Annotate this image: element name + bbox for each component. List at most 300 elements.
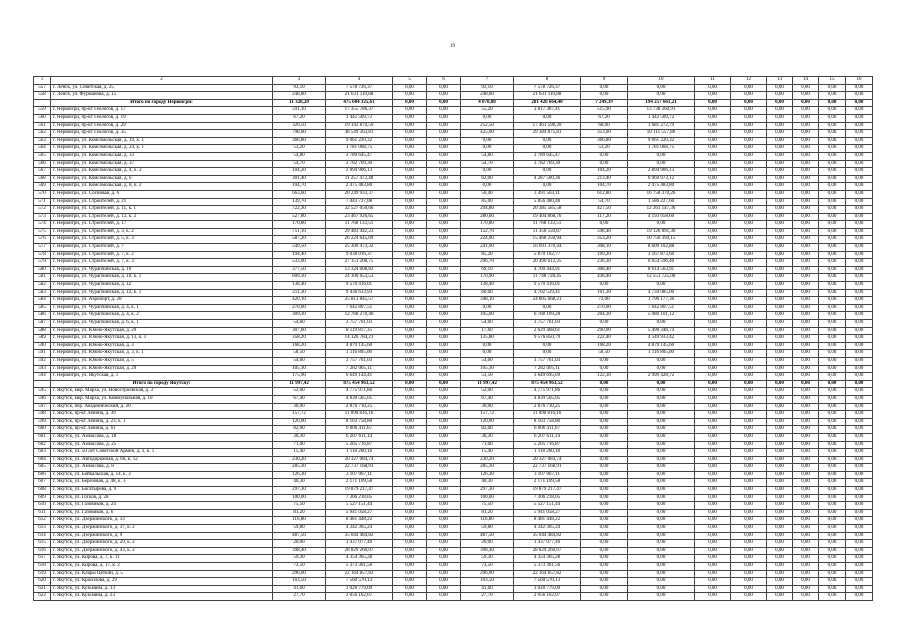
value-cell: 0,00 — [628, 449, 695, 457]
value-cell: 16 758 370,26 — [628, 190, 695, 198]
row-number-cell: 591 — [34, 350, 51, 358]
row-number-cell: 558 — [34, 92, 51, 100]
table-row — [34, 266, 873, 274]
value-cell: 0,00 — [767, 320, 793, 328]
value-cell: 280,60 — [461, 213, 514, 221]
subtotal-row — [34, 99, 873, 107]
value-cell: 0,00 — [819, 494, 846, 502]
value-cell: 25 813 845,57 — [326, 297, 393, 305]
value-cell: 117,20 — [581, 213, 628, 221]
value-cell: 54,80 — [461, 152, 514, 160]
value-cell: 0,00 — [581, 563, 628, 571]
table-row — [34, 137, 873, 145]
value-cell: 0,00 — [695, 175, 731, 183]
value-cell: 0,00 — [581, 585, 628, 593]
value-cell: 0,00 — [819, 585, 846, 593]
value-cell: 0,00 — [427, 251, 461, 259]
value-cell: 0,00 — [819, 327, 846, 335]
value-cell: 0,00 — [427, 563, 461, 571]
value-cell: 0,00 — [427, 433, 461, 441]
value-cell: 0,00 — [393, 502, 427, 510]
value-cell: 3 782 769,30 — [514, 160, 581, 168]
row-number-cell: 614 — [34, 532, 51, 540]
value-cell: 1 116 805,00 — [628, 350, 695, 358]
value-cell: 0,00 — [767, 236, 793, 244]
value-cell: 0,00 — [393, 471, 427, 479]
value-cell: 0,00 — [427, 190, 461, 198]
value-cell: 0,00 — [819, 509, 846, 517]
value-cell: 105,30 — [461, 365, 514, 373]
value-cell: 20 385 585,58 — [514, 206, 581, 214]
table-row — [34, 175, 873, 183]
value-cell: 9 570 416,01 — [514, 282, 581, 290]
value-cell: 5 980 101,12 — [628, 312, 695, 320]
value-cell: 0,00 — [695, 547, 731, 555]
value-cell: 0,00 — [793, 494, 819, 502]
table-row — [34, 168, 873, 176]
table-row — [34, 320, 873, 328]
value-cell: 0,00 — [793, 282, 819, 290]
value-cell: 0,00 — [767, 502, 793, 510]
value-cell: 0,00 — [819, 152, 846, 160]
value-cell: 0,00 — [581, 418, 628, 426]
value-cell: 0,00 — [819, 342, 846, 350]
value-cell: 0,00 — [461, 183, 514, 191]
value-cell: 0,00 — [581, 433, 628, 441]
value-cell: 0,00 — [628, 563, 695, 571]
column-number-header: 13 — [767, 77, 793, 85]
address-cell: г. Якутск, пер. Академический, д. 20 — [51, 403, 273, 411]
table-row — [34, 259, 873, 267]
table-row — [34, 221, 873, 229]
value-cell: 353,00 — [581, 130, 628, 138]
value-cell: 0,00 — [793, 570, 819, 578]
value-cell: 4 839 565,05 — [514, 395, 581, 403]
value-cell: 398,40 — [461, 547, 514, 555]
value-cell: 0,00 — [427, 206, 461, 214]
value-cell: 0,00 — [767, 259, 793, 267]
table-row — [34, 282, 873, 290]
value-cell: 0,00 — [846, 137, 873, 145]
value-cell: 0,00 — [767, 570, 793, 578]
address-cell: г. Якутск, ул. Кузьмина, д. 23 — [51, 593, 273, 601]
value-cell: 69,10 — [461, 266, 514, 274]
table-row — [34, 152, 873, 160]
value-cell: 5 373 361,56 — [514, 563, 581, 571]
address-cell: г. Нерюнгри, ул. Строителей, д. 7, к. 3 — [51, 259, 273, 267]
value-cell: 0,00 — [846, 304, 873, 312]
value-cell: 0,00 — [767, 532, 793, 540]
row-number-cell: 588 — [34, 327, 51, 335]
value-cell: 0,00 — [393, 175, 427, 183]
value-cell: 68,00 — [581, 122, 628, 130]
value-cell: 211,30 — [273, 289, 326, 297]
value-cell: 0,00 — [731, 312, 767, 320]
address-cell: г. Нерюнгри, ул. Строителей, д. 3, к. 2 — [51, 228, 273, 236]
value-cell: 6 207 611,14 — [326, 433, 393, 441]
value-cell: 425,00 — [461, 130, 514, 138]
value-cell: 0,00 — [767, 168, 793, 176]
value-cell: 0,00 — [819, 122, 846, 130]
value-cell: 297,30 — [273, 487, 326, 495]
address-cell: г. Нерюнгри, ул. Комсомольская, д. 33 — [51, 152, 273, 160]
value-cell: 23 467 926,65 — [326, 213, 393, 221]
value-cell: 0,00 — [793, 175, 819, 183]
value-cell: 0,00 — [427, 471, 461, 479]
row-number-cell: 616 — [34, 547, 51, 555]
value-cell: 0,00 — [846, 555, 873, 563]
value-cell: 59,30 — [461, 555, 514, 563]
row-number-cell: 621 — [34, 585, 51, 593]
value-cell: 10 756 394,15 — [628, 236, 695, 244]
value-cell: 0,00 — [819, 464, 846, 472]
value-cell: 36,30 — [461, 433, 514, 441]
address-cell: г. Якутск, ул. Дзержинского, д. 43, к. 2 — [51, 547, 273, 555]
value-cell: 515,90 — [581, 107, 628, 115]
value-cell: 0,00 — [695, 365, 731, 373]
value-cell: 1 681 272,79 — [628, 122, 695, 130]
value-cell: 296,00 — [461, 570, 514, 578]
value-cell: 0,00 — [393, 426, 427, 434]
value-cell: 0,00 — [427, 107, 461, 115]
value-cell: 0,00 — [731, 175, 767, 183]
value-cell: 0,00 — [819, 297, 846, 305]
value-cell: 0,00 — [819, 449, 846, 457]
table-row — [34, 92, 873, 100]
value-cell: 0,00 — [731, 471, 767, 479]
value-cell: 0,00 — [819, 130, 846, 138]
address-cell: г. Якутск, ул. Кирова, д. 7, к. 11 — [51, 555, 273, 563]
value-cell: 0,00 — [695, 471, 731, 479]
table-row — [34, 517, 873, 525]
value-cell: 75,50 — [461, 502, 514, 510]
value-cell: 348,10 — [461, 297, 514, 305]
value-cell: 285,30 — [273, 464, 326, 472]
value-cell: 40,30 — [461, 479, 514, 487]
row-number-cell: 609 — [34, 494, 51, 502]
value-cell: 0,00 — [628, 160, 695, 168]
value-cell: 587,20 — [273, 236, 326, 244]
value-cell: 9 061 220,32 — [628, 137, 695, 145]
value-cell: 7 306 218,05 — [326, 494, 393, 502]
value-cell: 3 757 761,03 — [514, 357, 581, 365]
address-cell: г. Якутск, ул. Аммосова, д. 8 — [51, 464, 273, 472]
value-cell: 3 107 067,11 — [514, 471, 581, 479]
value-cell: 0,00 — [731, 168, 767, 176]
row-number-cell: 585 — [34, 304, 51, 312]
value-cell: 170,90 — [461, 274, 514, 282]
value-cell: 0,00 — [819, 570, 846, 578]
value-cell: 0,00 — [767, 411, 793, 419]
value-cell: 0,00 — [819, 160, 846, 168]
value-cell: 0,00 — [427, 244, 461, 252]
value-cell: 0,00 — [514, 114, 581, 122]
value-cell: 105,30 — [273, 365, 326, 373]
value-cell: 0,00 — [767, 304, 793, 312]
value-cell: 32 527 050,66 — [326, 206, 393, 214]
value-cell: 22 164 857,82 — [326, 570, 393, 578]
value-cell: 6 969 973,12 — [628, 175, 695, 183]
value-cell: 5 941 058,27 — [326, 509, 393, 517]
value-cell: 0,00 — [767, 487, 793, 495]
value-cell: 9 061 220,32 — [326, 137, 393, 145]
value-cell: 0,00 — [731, 145, 767, 153]
value-cell: 307,60 — [273, 327, 326, 335]
value-cell: 0,00 — [695, 449, 731, 457]
value-cell: 0,00 — [427, 373, 461, 381]
value-cell: 0,00 — [393, 266, 427, 274]
value-cell: 366,80 — [581, 137, 628, 145]
value-cell: 0,00 — [846, 433, 873, 441]
value-cell: 0,00 — [393, 244, 427, 252]
value-cell: 0,00 — [628, 395, 695, 403]
value-cell: 0,00 — [628, 532, 695, 540]
address-cell: г. Якутск, ул. Дзержинского, д. 9 — [51, 532, 273, 540]
value-cell: 0,00 — [793, 297, 819, 305]
value-cell: 0,00 — [731, 92, 767, 100]
value-cell: 0,00 — [393, 570, 427, 578]
value-cell: 11 768 133,51 — [326, 221, 393, 229]
value-cell: 0,00 — [628, 578, 695, 586]
value-cell: 1 118 260,18 — [514, 449, 581, 457]
value-cell: 0,00 — [393, 297, 427, 305]
value-cell: 35 044 484,82 — [514, 532, 581, 540]
value-cell: 0,00 — [846, 456, 873, 464]
value-cell: 0,00 — [793, 456, 819, 464]
value-cell: 30,00 — [461, 403, 514, 411]
value-cell: 213,40 — [581, 175, 628, 183]
value-cell: 0,00 — [793, 259, 819, 267]
value-cell: 0,00 — [819, 578, 846, 586]
value-cell: 109,20 — [581, 251, 628, 259]
value-cell: 0,00 — [393, 114, 427, 122]
subtotal-label: Итого по городу Нерюнгри: — [51, 99, 273, 107]
table-row — [34, 563, 873, 571]
value-cell: 2 056 162,07 — [326, 593, 393, 601]
address-cell: г. Нерюнгри, ул. Сосновая, д. 6 — [51, 190, 273, 198]
value-cell: 0,00 — [427, 183, 461, 191]
row-number-cell: 619 — [34, 570, 51, 578]
value-cell: 0,00 — [767, 130, 793, 138]
address-cell: г. Якутск, ул. Автодорожная, д. 66, к. 12 — [51, 456, 273, 464]
value-cell: 0,00 — [846, 312, 873, 320]
value-cell: 54,70 — [461, 160, 514, 168]
address-cell: г. Ленск, ул. Советская, д. 25 — [51, 84, 273, 92]
value-cell: 0,00 — [767, 206, 793, 214]
row-number-cell: 569 — [34, 183, 51, 191]
value-cell: 0,00 — [628, 282, 695, 290]
value-cell: 0,00 — [393, 395, 427, 403]
value-cell: 19 142 870,59 — [326, 122, 393, 130]
value-cell: 0,00 — [731, 274, 767, 282]
address-cell: г. Нерюнгри, ул. Южно-Якутская, д. 3 — [51, 342, 273, 350]
column-number-header: 11 — [695, 77, 731, 85]
value-cell: 0,00 — [767, 456, 793, 464]
value-cell: 2 999 428,72 — [628, 373, 695, 381]
value-cell: 204,30 — [581, 312, 628, 320]
value-cell: 798,00 — [273, 130, 326, 138]
value-cell: 0,00 — [793, 266, 819, 274]
table-row — [34, 145, 873, 153]
value-cell: 5 205 716,87 — [326, 441, 393, 449]
address-cell: г. Якутск, ул. Газовиков, д. 6 — [51, 509, 273, 517]
value-cell: 0,00 — [767, 426, 793, 434]
value-cell: 0,00 — [581, 547, 628, 555]
value-cell: 0,00 — [819, 433, 846, 441]
value-cell: 0,00 — [695, 373, 731, 381]
row-number-cell: 575 — [34, 228, 51, 236]
address-cell: г. Нерюнгри, ул. Строителей, д. 5, к. 3 — [51, 236, 273, 244]
value-cell: 122,30 — [581, 373, 628, 381]
table-row — [34, 107, 873, 115]
value-cell: 24 005 668,21 — [514, 297, 581, 305]
value-cell: 0,00 — [514, 168, 581, 176]
value-cell: 0,00 — [793, 183, 819, 191]
row-number-cell: 612 — [34, 517, 51, 525]
value-cell: 67,40 — [461, 395, 514, 403]
value-cell: 0,00 — [767, 122, 793, 130]
row-number-cell: 595 — [34, 388, 51, 396]
value-cell: 0,00 — [731, 297, 767, 305]
value-cell: 0,00 — [427, 327, 461, 335]
row-number-cell: 593 — [34, 365, 51, 373]
value-cell: 0,00 — [819, 563, 846, 571]
value-cell: 0,00 — [581, 403, 628, 411]
value-cell: 0,00 — [393, 593, 427, 601]
value-cell: 5 490 348,74 — [628, 327, 695, 335]
value-cell: 0,00 — [819, 137, 846, 145]
value-cell: 170,80 — [461, 221, 514, 229]
value-cell: 0,00 — [846, 213, 873, 221]
value-cell: 0,00 — [767, 221, 793, 229]
value-cell: 7 249,39 — [581, 99, 628, 107]
value-cell: 4 342 365,24 — [514, 525, 581, 533]
value-cell: 0,00 — [581, 152, 628, 160]
value-cell: 5 373 361,56 — [326, 563, 393, 571]
value-cell: 0,00 — [767, 479, 793, 487]
table-row — [34, 395, 873, 403]
row-number-cell: 608 — [34, 487, 51, 495]
value-cell: 0,00 — [393, 213, 427, 221]
value-cell: 14 126 784,21 — [326, 335, 393, 343]
value-cell: 0,00 — [767, 244, 793, 252]
row-number-cell: 596 — [34, 395, 51, 403]
subtotal-row — [34, 380, 873, 388]
value-cell: 0,00 — [793, 388, 819, 396]
value-cell: 0,00 — [695, 456, 731, 464]
value-cell: 5 205 716,87 — [514, 441, 581, 449]
value-cell: 0,00 — [427, 517, 461, 525]
value-cell: 0,00 — [427, 145, 461, 153]
value-cell: 0,00 — [393, 236, 427, 244]
value-cell: 0,00 — [793, 350, 819, 358]
value-cell: 12 551 725,08 — [628, 274, 695, 282]
value-cell: 0,00 — [695, 145, 731, 153]
value-cell: 0,00 — [846, 114, 873, 122]
value-cell: 0,00 — [581, 525, 628, 533]
value-cell: 0,00 — [846, 99, 873, 107]
value-cell: 0,00 — [846, 160, 873, 168]
row-number-cell: 601 — [34, 433, 51, 441]
value-cell: 22 737 168,91 — [514, 464, 581, 472]
address-cell: г. Якутск, ул. Клары Цеткин, д. 5 — [51, 570, 273, 578]
value-cell: 0,00 — [846, 479, 873, 487]
value-cell: 120,00 — [273, 418, 326, 426]
value-cell: 0,00 — [427, 92, 461, 100]
row-number-cell: 557 — [34, 84, 51, 92]
value-cell: 0,00 — [767, 494, 793, 502]
value-cell: 0,00 — [819, 145, 846, 153]
value-cell: 0,00 — [393, 403, 427, 411]
address-cell: г. Якутск, пр-кт Ленина, д. 39 — [51, 411, 273, 419]
value-cell: 0,00 — [427, 578, 461, 586]
value-cell: 59,80 — [273, 525, 326, 533]
value-cell: 0,00 — [695, 441, 731, 449]
row-number-cell: 582 — [34, 282, 51, 290]
value-cell: 20 496 612,35 — [514, 259, 581, 267]
value-cell: 0,00 — [731, 289, 767, 297]
value-cell: 20 327 084,74 — [514, 456, 581, 464]
value-cell: 0,00 — [793, 563, 819, 571]
column-number-header: 1 — [34, 77, 51, 85]
value-cell: 0,00 — [695, 84, 731, 92]
value-cell: 0,00 — [731, 395, 767, 403]
value-cell: 21 631 110,88 — [514, 92, 581, 100]
table-row — [34, 540, 873, 548]
value-cell: 0,00 — [793, 335, 819, 343]
value-cell: 0,00 — [393, 251, 427, 259]
column-number-header: 6 — [427, 77, 461, 85]
value-cell: 0,00 — [393, 312, 427, 320]
value-cell: 0,00 — [628, 525, 695, 533]
value-cell: 4 775 971,86 — [514, 388, 581, 396]
value-cell: 0,00 — [695, 206, 731, 214]
value-cell: 19 879 217,47 — [326, 487, 393, 495]
value-cell: 309,30 — [273, 312, 326, 320]
value-cell: 0,00 — [846, 593, 873, 601]
value-cell: 0,00 — [581, 441, 628, 449]
value-cell: 0,00 — [393, 388, 427, 396]
address-cell: г. Нерюнгри, ул. Чурапчинская, д. 12, к. 1 — [51, 289, 273, 297]
subtotal-label: Итого по городу Якутску: — [51, 380, 273, 388]
value-cell: 4 734 085,00 — [628, 289, 695, 297]
table-row — [34, 236, 873, 244]
value-cell: 0,00 — [427, 547, 461, 555]
value-cell: 0,00 — [695, 190, 731, 198]
value-cell: 0,00 — [819, 525, 846, 533]
value-cell: 0,00 — [628, 320, 695, 328]
value-cell: 0,00 — [731, 418, 767, 426]
value-cell: 0,00 — [427, 464, 461, 472]
address-cell: г. Нерюнгри, пр-кт Геологов, д. 35 — [51, 130, 273, 138]
value-cell: 3 757 761,03 — [326, 357, 393, 365]
value-cell: 248,80 — [461, 92, 514, 100]
value-cell: 663,60 — [273, 190, 326, 198]
value-cell: 8 103 758,80 — [514, 418, 581, 426]
address-cell: г. Нерюнгри, пр-кт Геологов, д. 17 — [51, 107, 273, 115]
value-cell: 0,00 — [767, 99, 793, 107]
value-cell: 0,00 — [731, 206, 767, 214]
value-cell: 0,00 — [628, 555, 695, 563]
table-row — [34, 441, 873, 449]
table-row — [34, 433, 873, 441]
value-cell: 11 090 816,16 — [514, 411, 581, 419]
address-cell: г. Нерюнгри, ул. Чурапчинская, д. 4, к. 1 — [51, 304, 273, 312]
value-cell: 0,00 — [767, 509, 793, 517]
value-cell: 0,00 — [581, 92, 628, 100]
value-cell: 0,00 — [461, 114, 514, 122]
value-cell: 0,00 — [427, 418, 461, 426]
